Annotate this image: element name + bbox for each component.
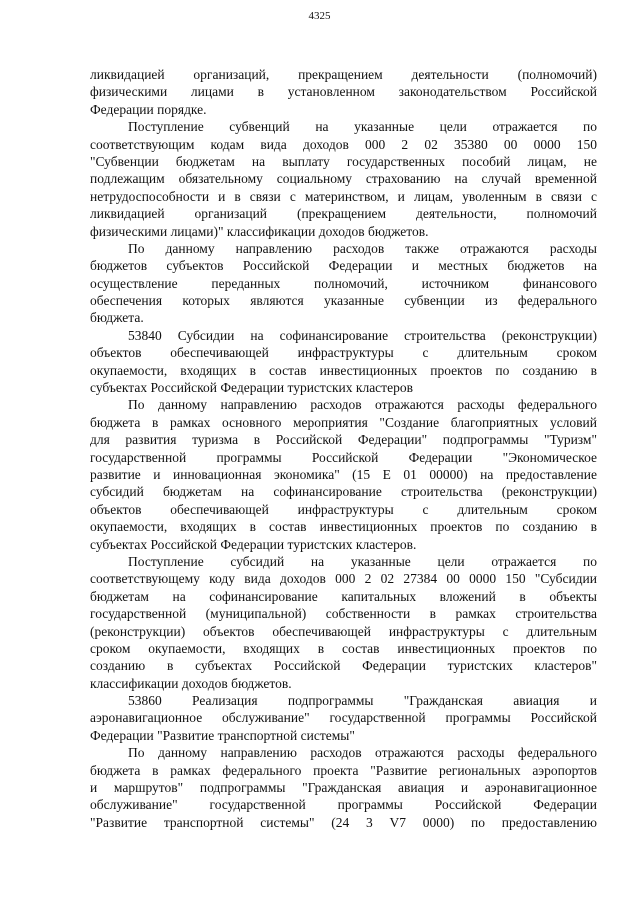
text-line: соответствующим кодам вида доходов 000 2 02 35380 00 0000 150: [90, 136, 597, 152]
paragraph-5: [90, 396, 597, 553]
paragraph-6: [90, 553, 597, 692]
paragraph-1: [90, 66, 597, 118]
text-line: бюджета.: [90, 310, 144, 326]
text-line: ликвидацией организаций (прекращением деятельности, полномочий: [90, 206, 597, 222]
text-line: для развития туризма в Российской Федерации" подпрограммы "Туризм": [90, 432, 597, 448]
text-line: субсидий бюджетам на софинансирование строительства (реконструкции): [90, 484, 597, 500]
paragraph-2: [90, 118, 597, 240]
text-line: объектов обеспечивающей инфраструктуры с длительным сроком: [90, 501, 597, 517]
text-line: объектов обеспечивающей инфраструктуры с длительным сроком: [90, 345, 597, 361]
text-line: По данному направлению расходов отражаются расходы федерального: [128, 745, 597, 761]
text-line: сроком окупаемости, входящих в состав инвестиционных проектов по: [90, 640, 597, 656]
text-line: развитие и инновационная экономика" (15 Е 01 00000) на предоставление: [90, 466, 597, 482]
paragraph-3: [90, 240, 597, 327]
text-line: нетрудоспособности и в связи с материнством, и лицам, уволенным в связи с: [90, 188, 597, 204]
text-line: и маршрутов" подпрограммы "Гражданская авиация и аэронавигационное: [90, 780, 597, 796]
text-line: соответствующему коду вида доходов 000 2 02 27384 00 0000 150 "Субсидии: [90, 571, 597, 587]
text-line: окупаемости, входящих в состав инвестиционных проектов по созданию в: [90, 362, 597, 378]
text-line: бюджета в рамках основного мероприятия "Создание благоприятных условий: [90, 414, 597, 430]
text-line: осуществление переданных полномочий, источником финансового: [90, 275, 597, 291]
text-line: По данному направлению расходов также отражаются расходы: [128, 240, 597, 256]
text-line: Поступление субвенций на указанные цели отражается по: [128, 119, 597, 135]
text-line: обслуживание" государственной программы Российской Федерации: [90, 797, 597, 813]
text-line: По данному направлению расходов отражаются расходы федерального: [128, 397, 597, 413]
paragraph-4: [90, 327, 597, 397]
text-line: Федерации порядке.: [90, 101, 207, 117]
document-body: [90, 66, 597, 831]
text-line: государственной (муниципальной) собственности в рамках строительства: [90, 606, 597, 622]
text-line: подлежащим обязательному социальному страхованию на случай временной: [90, 171, 597, 187]
text-line: бюджетам на софинансирование капитальных вложений в объекты: [90, 588, 597, 604]
text-line: бюджетов субъектов Российской Федерации и местных бюджетов на: [90, 258, 597, 274]
text-line: "Развитие транспортной системы" (24 3 V7 0000) по предоставлению: [90, 814, 597, 830]
text-line: "Субвенции бюджетам на выплату государственных пособий лицам, не: [90, 153, 597, 169]
text-line: аэронавигационное обслуживание" государственной программы Российской: [90, 710, 597, 726]
text-line: физическими лицами в установленном законодательством Российской: [90, 84, 597, 100]
text-line: государственной программы Российской Федерации "Экономическое: [90, 449, 597, 465]
text-line: бюджета в рамках федерального проекта "Развитие региональных аэропортов: [90, 762, 597, 778]
text-line: субъектах Российской Федерации туристских кластеров.: [90, 536, 417, 552]
text-line: окупаемости, входящих в состав инвестиционных проектов по созданию в: [90, 519, 597, 535]
page-number: 4325: [308, 10, 331, 22]
paragraph-7: [90, 692, 597, 744]
text-line: Федерации "Развитие транспортной системы": [90, 727, 355, 743]
text-line: ликвидацией организаций, прекращением деятельности (полномочий): [90, 67, 597, 82]
paragraph-8: [90, 744, 597, 831]
text-line: Поступление субсидий на указанные цели отражается по: [128, 553, 597, 569]
text-line: 53860 Реализация подпрограммы "Гражданская авиация и: [128, 693, 597, 709]
text-line: 53840 Субсидии на софинансирование строительства (реконструкции): [128, 327, 597, 343]
text-line: обеспечения которых являются указанные субвенции из федерального: [90, 293, 597, 309]
text-line: созданию в субъектах Российской Федерации туристских кластеров": [90, 658, 597, 674]
text-line: классификации доходов бюджетов.: [90, 675, 292, 691]
text-line: субъектах Российской Федерации туристских кластеров: [90, 380, 413, 396]
text-line: физическими лицами)" классификации доходов бюджетов.: [90, 223, 429, 239]
text-line: (реконструкции) объектов обеспечивающей инфраструктуры с длительным: [90, 623, 597, 639]
